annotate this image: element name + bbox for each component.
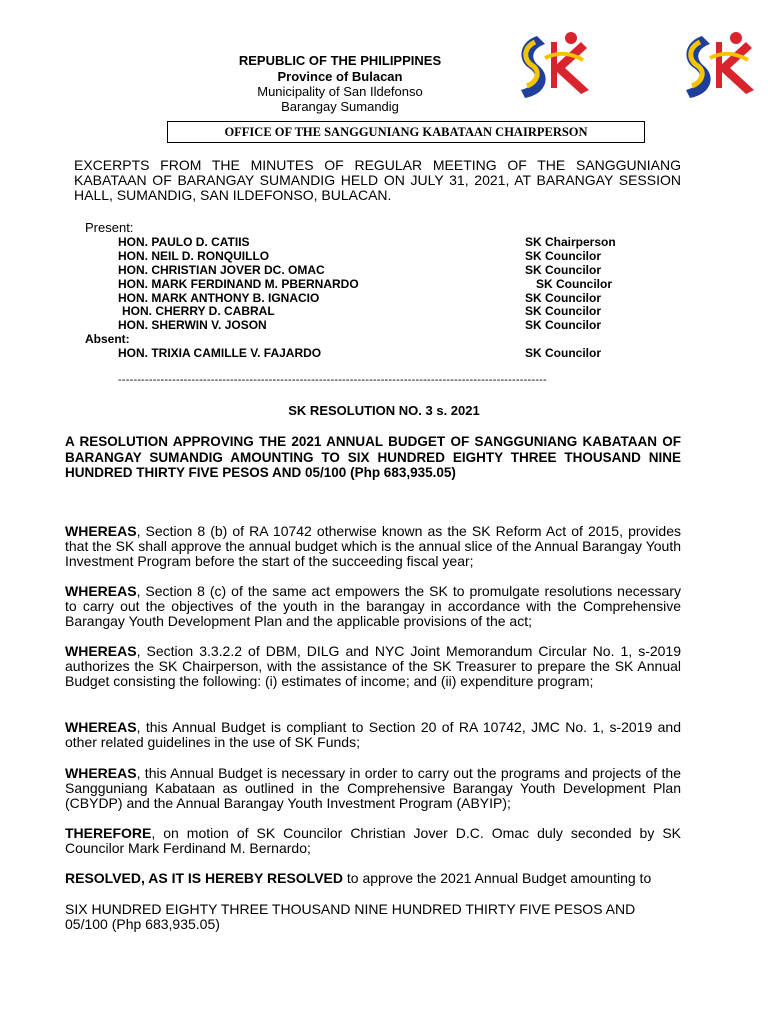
office-title: OFFICE OF THE SANGGUNIANG KABATAAN CHAIRPERSON (167, 121, 645, 143)
paragraph-keyword: WHEREAS (65, 583, 137, 599)
paragraph-text: , on motion of SK Councilor Christian Jover D.C. Omac duly seconded by SK Councilor Mark Ferdinand M. Bernardo; (65, 825, 681, 857)
resolution-number: SK RESOLUTION NO. 3 s. 2021 (288, 403, 480, 418)
member-name: HON. MARK FERDINAND M. PBERNARDO (118, 277, 359, 291)
member-role: SK Councilor (536, 277, 613, 291)
header-municipality: Municipality of San Ildefonso (257, 84, 423, 99)
whereas-paragraph (65, 524, 681, 570)
member-role: SK Councilor (525, 346, 602, 360)
member-role: SK Councilor (525, 318, 602, 332)
member-role: SK Councilor (525, 304, 602, 318)
member-role: SK Councilor (525, 291, 602, 305)
paragraph-text: , Section 3.3.2.2 of DBM, DILG and NYC Joint Memorandum Circular No. 1, s-2019 authorizes the SK Chairperson, with the assistance of the SK Treasurer to prepare the SK Annual Budget consisting the following: (i) estimates of income; and (ii) expenditure program; (65, 643, 681, 690)
paragraph-keyword: WHEREAS (65, 643, 137, 659)
member-role: SK Councilor (525, 263, 602, 277)
paragraph-keyword: THEREFORE (65, 825, 152, 841)
sk-logo-left (507, 28, 599, 106)
therefore-paragraph (65, 826, 681, 856)
header-province: Province of Bulacan (277, 69, 403, 84)
member-role: SK Councilor (525, 249, 602, 263)
member-name: HON. NEIL D. RONQUILLO (118, 249, 270, 263)
paragraph-keyword: WHEREAS (65, 719, 137, 735)
paragraph-keyword: WHEREAS (65, 765, 137, 781)
whereas-paragraph (65, 644, 681, 690)
paragraph-text: , Section 8 (b) of RA 10742 otherwise known as the SK Reform Act of 2015, provides that the SK shall approve the annual budget which is the annual slice of the Annual Barangay Youth Investment Program before the start of the succeeding fiscal year; (65, 523, 681, 570)
separator-line: --------------------------------------------------------------------------------------------------------------- (118, 374, 547, 386)
member-role: SK Chairperson (525, 235, 616, 249)
paragraph-keyword: RESOLVED, AS IT IS HEREBY RESOLVED (65, 870, 343, 886)
header-republic: REPUBLIC OF THE PHILIPPINES (238, 53, 442, 68)
paragraph-text: , this Annual Budget is necessary in order to carry out the programs and projects of the Sangguniang Kabataan as outlined in the Comprehensive Barangay Youth Development Plan (CBYDP) and the Annual Barangay Youth Investment Program (ABYIP); (65, 765, 681, 812)
paragraph-text: , Section 8 (c) of the same act empowers the SK to promulgate resolutions necessary to carry out the objectives of the youth in the barangay in accordance with the Comprehensive Barangay Youth Development Plan and the applicable provisions of the act; (65, 583, 681, 630)
resolved-paragraph (65, 871, 681, 886)
whereas-paragraph (65, 584, 681, 630)
whereas-paragraph (65, 766, 681, 812)
member-name: HON. TRIXIA CAMILLE V. FAJARDO (118, 346, 322, 360)
resolved-amount: SIX HUNDRED EIGHTY THREE THOUSAND NINE HUNDRED THIRTY FIVE PESOS AND 05/100 (Php 683,935.05) (65, 901, 636, 933)
present-label: Present: (85, 220, 134, 235)
absent-label: Absent: (85, 332, 130, 346)
member-name: HON. CHERRY D. CABRAL (122, 304, 275, 318)
member-name: HON. CHRISTIAN JOVER DC. OMAC (118, 263, 325, 277)
member-name: HON. SHERWIN V. JOSON (118, 318, 267, 332)
member-name: HON. PAULO D. CATIIS (118, 235, 250, 249)
paragraph-keyword: WHEREAS (65, 523, 137, 539)
member-name: HON. MARK ANTHONY B. IGNACIO (118, 291, 320, 305)
header-barangay: Barangay Sumandig (281, 99, 399, 114)
minutes-excerpt: EXCERPTS FROM THE MINUTES OF REGULAR MEETING OF THE SANGGUNIANG KABATAAN OF BARANGAY SUMANDIG HELD ON JULY 31, 2021, AT BARANGAY SESSION HALL, SUMANDIG, SAN ILDEFONSO, BULACAN. (74, 157, 681, 203)
whereas-paragraph (65, 720, 681, 750)
paragraph-text: , this Annual Budget is compliant to Section 20 of RA 10742, JMC No. 1, s-2019 and other related guidelines in the use of SK Funds; (65, 719, 681, 751)
resolution-title: A RESOLUTION APPROVING THE 2021 ANNUAL BUDGET OF SANGGUNIANG KABATAAN OF BARANGAY SUMANDIG AMOUNTING TO SIX HUNDRED EIGHTY THREE THOUSAND NINE HUNDRED THIRTY FIVE PESOS AND 05/100 (Php 683,935.05) (65, 434, 681, 480)
paragraph-text: to approve the 2021 Annual Budget amounting to (342, 870, 652, 886)
sk-logo-right (672, 28, 764, 106)
